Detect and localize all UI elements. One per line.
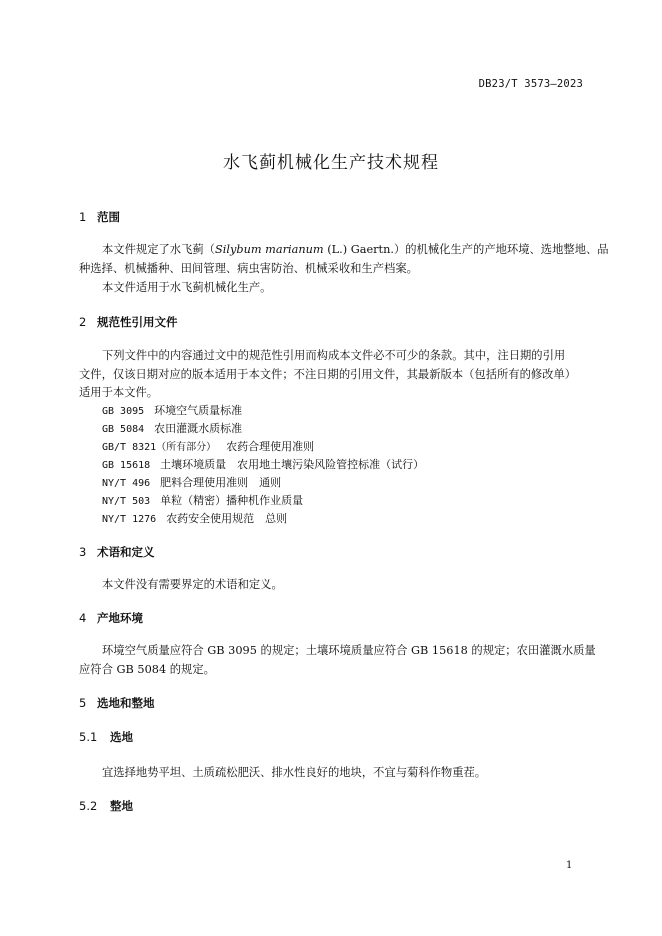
section-5-1-paragraph: 宜选择地势平坦、土质疏松肥沃、排水性良好的地块，不宜与菊科作物重茬。 <box>102 766 487 779</box>
reference-item <box>102 456 424 472</box>
section-number: 5.1 <box>79 730 98 744</box>
section-number: 4 <box>79 611 87 625</box>
document-title: 水飞蓟机械化生产技术规程 <box>223 153 439 173</box>
species-name: Silybum marianum <box>214 243 324 256</box>
reference-title: 环境空气质量标准 <box>154 404 243 417</box>
section-5-1-heading <box>79 729 133 745</box>
section-4-heading <box>79 610 143 626</box>
reference-title: 农药安全使用规范 总则 <box>166 512 288 525</box>
reference-code: GB 15618 <box>102 460 151 471</box>
section-title: 产地环境 <box>97 611 143 625</box>
section-title: 选地和整地 <box>97 696 155 710</box>
section-5-heading <box>79 695 155 711</box>
reference-item <box>102 474 281 490</box>
section-title: 范围 <box>97 210 120 224</box>
section-title: 选地 <box>110 730 133 744</box>
reference-code: GB 3095 <box>102 406 145 417</box>
reference-code: NY/T 496 <box>102 478 151 489</box>
section-number: 2 <box>79 315 87 329</box>
section-2-paragraph-line-1: 下列文件中的内容通过文中的规范性引用而构成本文件必不可少的条款。其中，注日期的引用 <box>102 349 566 362</box>
section-title: 规范性引用文件 <box>97 315 178 329</box>
section-4-paragraph-line-2: 应符合 GB 5084 的规定。 <box>79 663 215 676</box>
section-5-2-heading <box>79 798 133 814</box>
section-1-heading <box>79 209 120 225</box>
reference-item <box>102 420 242 436</box>
section-1-scope-sentence: 本文件适用于水飞蓟机械化生产。 <box>102 281 272 294</box>
reference-item <box>102 438 314 454</box>
section-title: 术语和定义 <box>97 545 155 559</box>
reference-title: 肥料合理使用准则 通则 <box>160 476 282 489</box>
text: (L.) Gaertn.）的机械化生产的产地环境、选地整地、品 <box>323 243 609 256</box>
section-2-paragraph-line-2: 文件，仅该日期对应的版本适用于本文件；不注日期的引用文件，其最新版本（包括所有的修改单） <box>79 368 577 381</box>
section-4-paragraph-line-1: 环境空气质量应符合 GB 3095 的规定；土壤环境质量应符合 GB 15618 的规定；农田灌溉水质量 <box>102 644 596 657</box>
reference-item <box>102 510 287 526</box>
section-number: 1 <box>79 210 87 224</box>
standard-code: DB23/T 3573—2023 <box>478 78 583 90</box>
section-3-paragraph: 本文件没有需要界定的术语和定义。 <box>102 578 283 591</box>
text: 本文件规定了水飞蓟（ <box>102 243 215 256</box>
reference-item <box>102 402 242 418</box>
section-1-paragraph-line-1 <box>102 241 609 257</box>
reference-title: 土壤环境质量 农用地土壤污染风险管控标准（试行） <box>160 458 425 471</box>
page-number: 1 <box>566 860 573 871</box>
section-2-paragraph-line-3: 适用于本文件。 <box>79 386 159 399</box>
reference-title: 农药合理使用准则 <box>226 440 315 453</box>
section-title: 整地 <box>110 799 133 813</box>
section-2-heading <box>79 314 178 330</box>
reference-title: 单粒（精密）播种机作业质量 <box>160 494 304 507</box>
section-3-heading <box>79 544 155 560</box>
section-number: 3 <box>79 545 87 559</box>
section-number: 5 <box>79 696 87 710</box>
reference-code: GB/T 8321（所有部分） <box>102 442 217 453</box>
reference-code: NY/T 503 <box>102 496 151 507</box>
reference-code: NY/T 1276 <box>102 514 157 525</box>
reference-code: GB 5084 <box>102 424 145 435</box>
section-number: 5.2 <box>79 799 98 813</box>
section-1-paragraph-line-2: 种选择、机械播种、田间管理、病虫害防治、机械采收和生产档案。 <box>79 262 418 275</box>
reference-item <box>102 492 303 508</box>
reference-title: 农田灌溉水质标准 <box>154 422 243 435</box>
